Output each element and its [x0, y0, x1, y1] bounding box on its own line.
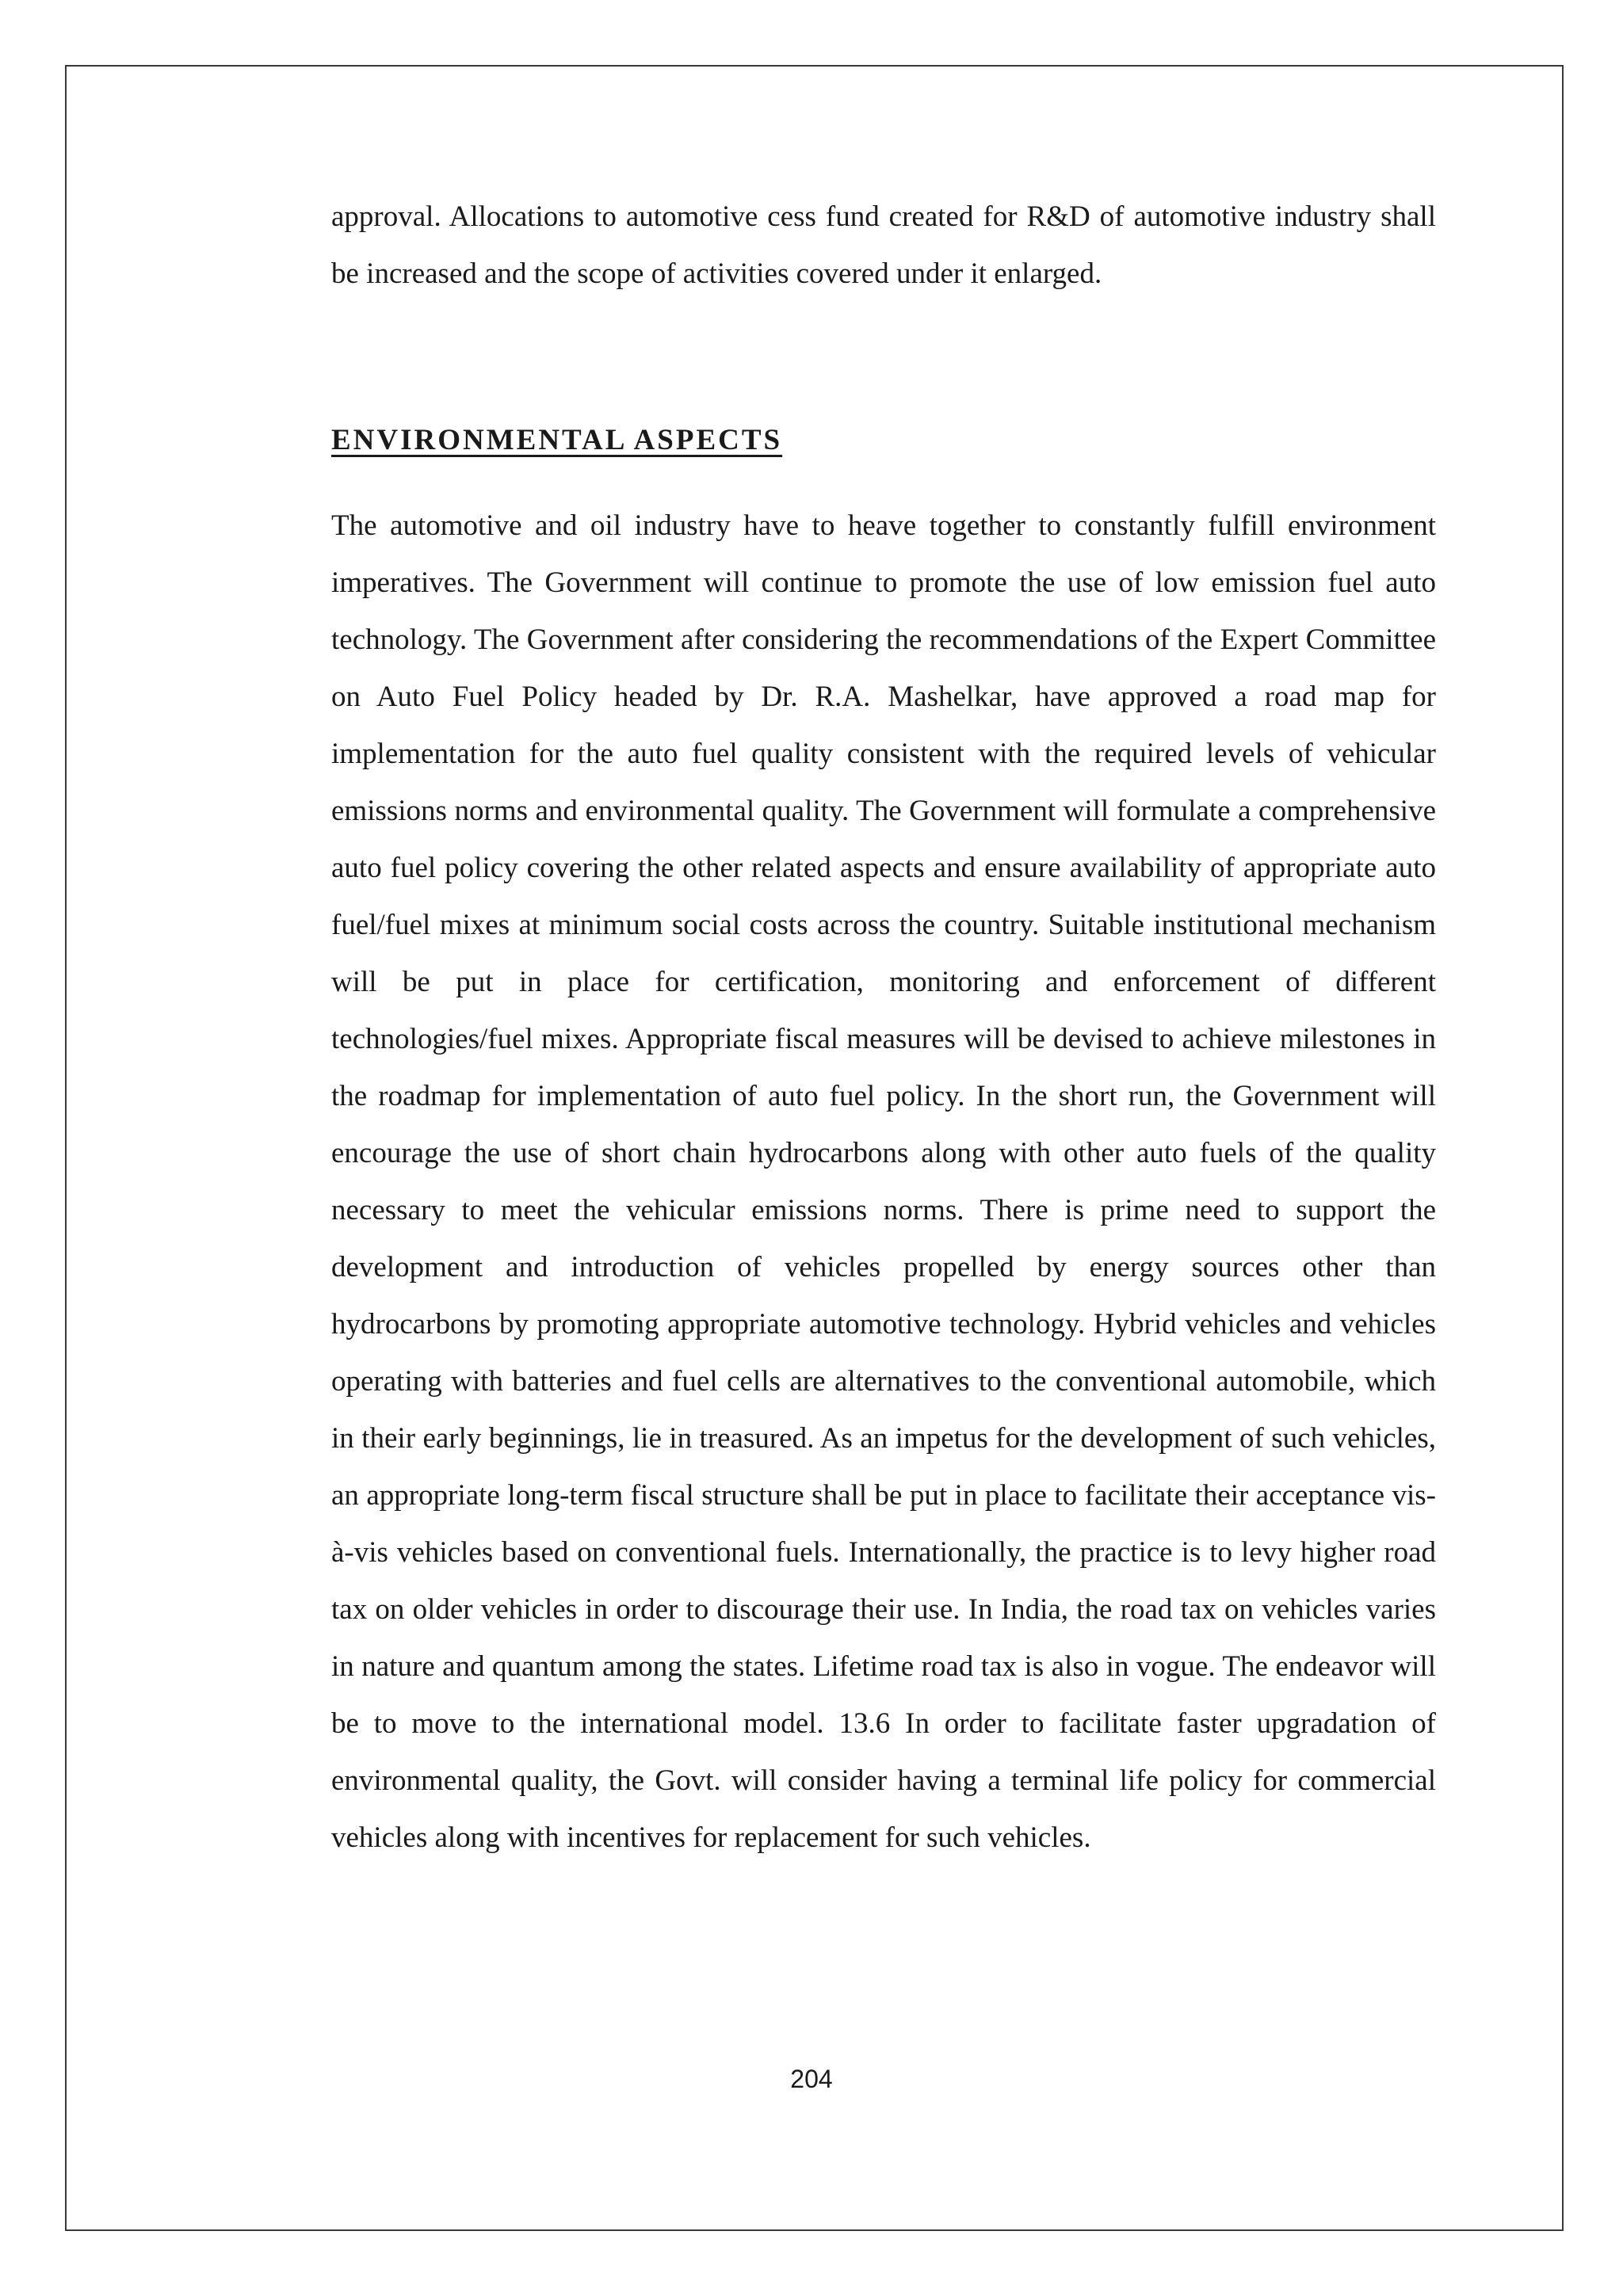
section-heading-block — [331, 423, 1436, 457]
section-heading: ENVIRONMENTAL ASPECTS — [331, 424, 783, 456]
intro-paragraph: approval. Allocations to automotive cess fund created for R&D of automotive industry shall be increased and the scope of activities covered under it enlarged. — [331, 200, 1436, 290]
page-number: 204 — [790, 2065, 833, 2093]
body-paragraph: The automotive and oil industry have to heave together to constantly fulfill environment imperatives. The Government will continue to promote the use of low emission fuel auto technology. The Government after considering the recommendations of the Expert Committee on Auto Fuel Policy headed by Dr. R.A. Mashelkar, have approved a road map for implementation for the auto fuel quality consistent with the required levels of vehicular emissions norms and environmental quality. The Government will formulate a comprehensive auto fuel policy covering the other related aspects and ensure availability of appropriate auto fuel/fuel mixes at minimum social costs across the country. Suitable institutional mechanism will be put in place for certification, monitoring and enforcement of different technologies/fuel mixes. Appropriate fiscal measures will be devised to achieve milestones in the roadmap for implementation of auto fuel policy. In the short run, the Government will encourage the use of short chain hydrocarbons along with other auto fuels of the quality necessary to meet the vehicular emissions norms. There is prime need to support the development and introduction of vehicles propelled by energy sources other than hydrocarbons by promoting appropriate automotive technology. Hybrid vehicles and vehicles operating with batteries and fuel cells are alternatives to the conventional automobile, which in their early beginnings, lie in treasured. As an impetus for the development of such vehicles, an appropriate long-term fiscal structure shall be put in place to facilitate their acceptance vis-à-vis vehicles based on conventional fuels. Internationally, the practice is to levy higher road tax on older vehicles in order to discourage their use. In India, the road tax on vehicles varies in nature and quantum among the states. Lifetime road tax is also in vogue. The endeavor will be to move to the international model. 13.6 In order to facilitate faster upgradation of environmental quality, the Govt. will consider having a terminal life policy for commercial vehicles along with incentives for replacement for such vehicles. — [331, 509, 1436, 1854]
body-block — [331, 498, 1436, 1867]
intro-block — [331, 189, 1436, 303]
